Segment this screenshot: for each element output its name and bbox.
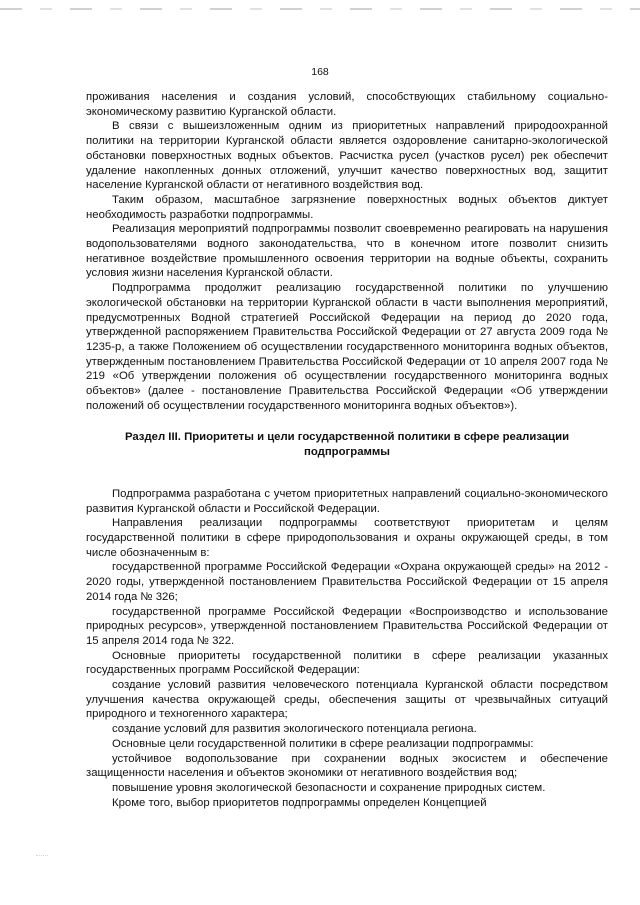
- paragraph: проживания населения и создания условий, способствующих стабильному социально-экономическому развитию Курганской области.: [86, 91, 608, 118]
- paragraph: В связи с вышеизложенным одним из приоритетных направлений природоохранной политики на территории Курганской области является оздоровление санитарно-экологической обстановки поверхностных водных объектов. Расчистка русел (участков русел) рек обеспечит удаление накопленных донных отложений, улучшит качество поверхностных вод, защитит население Курганской области от негативного воздействия вод.: [86, 120, 608, 192]
- section-heading: [86, 430, 608, 459]
- paragraph: Основные цели государственной политики в сфере реализации подпрограммы:: [112, 737, 534, 750]
- paragraph: Таким образом, масштабное загрязнение поверхностных водных объектов диктует необходимость разработки подпрограммы.: [86, 193, 608, 221]
- section-heading-line-2: подпрограммы: [304, 446, 390, 459]
- paragraph: Основные приоритеты государственной политики в сфере реализации указанных государственных программ Российской Федерации:: [86, 649, 608, 677]
- paragraph: Подпрограмма продолжит реализацию государственной политики по улучшению экологической обстановки на территории Курганской области в части выполнения мероприятий, предусмотренных Водной стратегией Российской Федерации на период до 2020 года, утвержденной распоряжением Правительства Российской Федерации от 27 августа 2009 года № 1235-р, а также Положением об осуществлении государственного мониторинга водных объектов, утвержденным постановлением Правительства Российской Федерации от 10 апреля 2007 года № 219 «Об утверждении положения об осуществлении государственного мониторинга водных объектов» (далее - постановление Правительства Российской Федерации «Об утверждении положений об осуществлении государственного мониторинга водных объектов»).: [86, 282, 608, 412]
- page-number: 168: [311, 66, 329, 78]
- paragraph: создание условий для развития экологического потенциала региона.: [112, 723, 477, 736]
- paragraph: Подпрограмма разработана с учетом приоритетных направлений социально-экономического развития Курганской области и Российской Федерации.: [86, 487, 608, 515]
- section-heading-line-1: Раздел III. Приоритеты и цели государственной политики в сфере реализации: [124, 431, 570, 444]
- scan-artifact-top: [0, 8, 640, 10]
- paragraph: создание условий развития человеческого потенциала Курганской области посредством улучшения качества окружающей среды, обеспечения защиты от чрезвычайных ситуаций природного и техногенного характера;: [86, 679, 608, 721]
- document-body: [86, 90, 608, 810]
- paragraph: Реализация мероприятий подпрограммы позволит своевременно реагировать на нарушения водопользователями водного законодательства, что в конечном итоге позволит снизить негативное воздействие промышленного освоения территории на водные объекты, сохранить условия жизни населения Курганской области.: [86, 223, 608, 280]
- paragraph: государственной программе Российской Федерации «Охрана окружающей среды» на 2012 - 2020 годы, утвержденной постановлением Правительства Российской Федерации от 15 апреля 2014 года № 326;: [86, 561, 608, 603]
- scan-artifact-bottom: [36, 855, 48, 862]
- paragraph: государственной программе Российской Федерации «Воспроизводство и использование природных ресурсов», утвержденной постановлением Правительства Российской Федерации от 15 апреля 2014 года № 322.: [86, 605, 608, 647]
- paragraph: устойчивое водопользование при сохранении водных экосистем и обеспечение защищенности населения и объектов экономики от негативного воздействия вод;: [86, 752, 608, 780]
- paragraph: Кроме того, выбор приоритетов подпрограммы определен Концепцией: [112, 796, 487, 809]
- paragraph: повышение уровня экологической безопасности и сохранение природных систем.: [112, 781, 546, 794]
- paragraph: Направления реализации подпрограммы соответствуют приоритетам и целям государственной политики в сфере природопользования и охраны окружающей среды, в том числе обозначенным в:: [86, 517, 608, 559]
